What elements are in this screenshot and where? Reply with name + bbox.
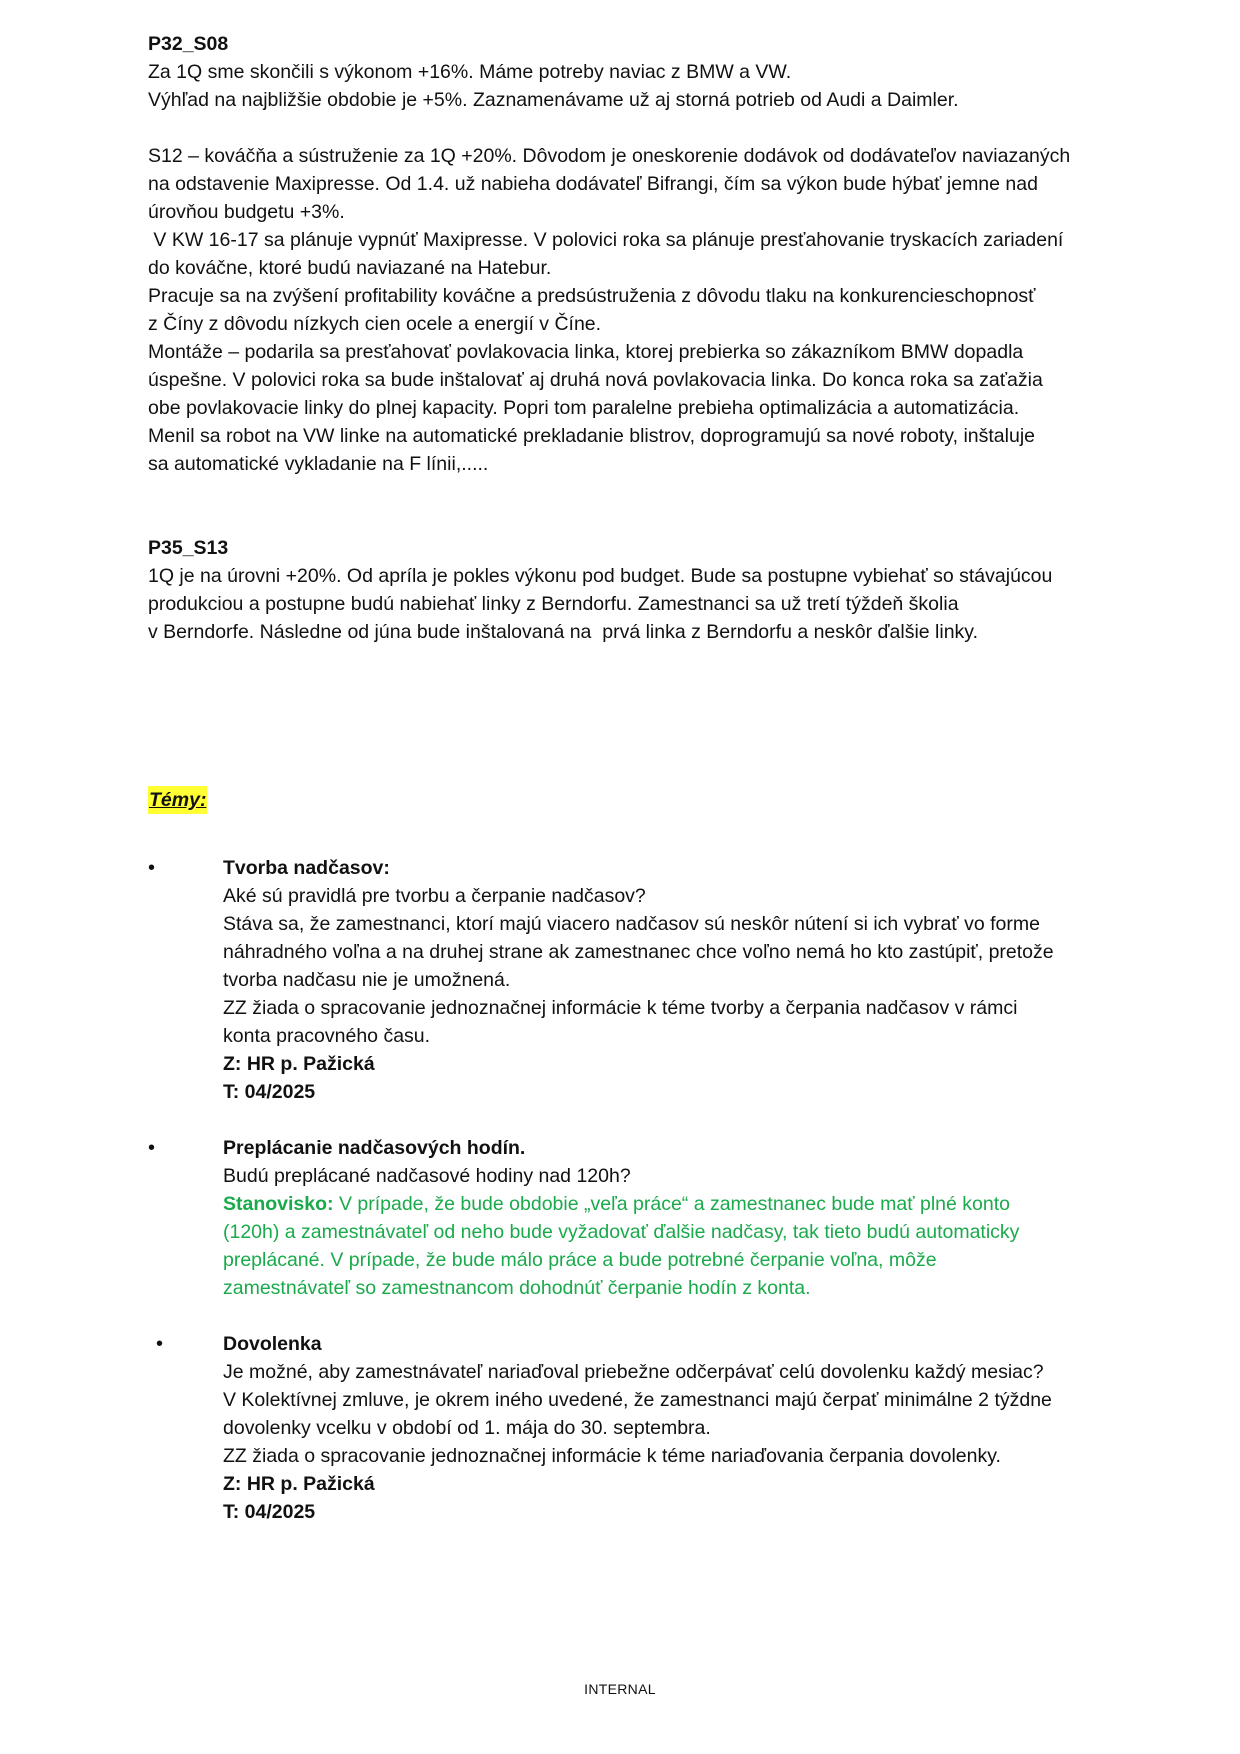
bullet-icon: • xyxy=(148,1137,156,1159)
stanovisko-label: Stanovisko: xyxy=(223,1193,334,1215)
section-heading: P35_S13 xyxy=(148,537,229,559)
section-p32-s08 xyxy=(148,30,1138,478)
text-line: Za 1Q sme skončili s výkonom +16%. Máme potreby naviac z BMW a VW. xyxy=(148,61,792,83)
responsible-person: Z: HR p. Pažická xyxy=(223,1473,375,1495)
stanovisko-text: preplácané. V prípade, že bude málo práce a bude potrebné čerpanie voľna, môže xyxy=(223,1249,937,1271)
responsible-person: Z: HR p. Pažická xyxy=(223,1053,375,1075)
text-line: Stáva sa, že zamestnanci, ktorí majú viacero nadčasov sú neskôr nútení si ich vybrať vo forme xyxy=(223,913,1040,935)
text-line: na odstavenie Maxipresse. Od 1.4. už nabieha dodávateľ Bifrangi, čím sa výkon bude hýbať jemne nad xyxy=(148,173,1038,195)
text-line: Budú preplácané nadčasové hodiny nad 120h? xyxy=(223,1165,631,1187)
bullet-icon: • xyxy=(156,1333,164,1355)
deadline: T: 04/2025 xyxy=(223,1081,316,1103)
stanovisko-text: V prípade, že bude obdobie „veľa práce“ a zamestnanec bude mať plné konto xyxy=(333,1193,1010,1215)
text-line: Aké sú pravidlá pre tvorbu a čerpanie nadčasov? xyxy=(223,885,646,907)
text-line: sa automatické vykladanie na F línii,..... xyxy=(148,453,489,475)
text-line: úrovňou budgetu +3%. xyxy=(148,201,345,223)
text-line: Pracuje sa na zvýšení profitability kováčne a predsústruženia z dôvodu tlaku na konkurencieschopnosť xyxy=(148,285,1036,307)
text-line: tvorba nadčasu nie je umožnená. xyxy=(223,969,511,991)
text-line: produkciou a postupne budú nabiehať linky z Berndorfu. Zamestnanci sa už tretí týždeň školia xyxy=(148,593,959,615)
topic-overtime-creation xyxy=(148,854,1138,1106)
text-line: náhradného voľna a na druhej strane ak zamestnanec chce voľno nemá ho kto zastúpiť, pretože xyxy=(223,941,1054,963)
text-line: Menil sa robot na VW linke na automatické prekladanie blistrov, doprogramujú sa nové roboty, inštaluje xyxy=(148,425,1035,447)
topic-overtime-payment xyxy=(148,1134,1138,1302)
text-line: úspešne. V polovici roka sa bude inštalovať aj druhá nová povlakovacia linka. Do konca roka sa zaťažia xyxy=(148,369,1043,391)
text-line: V KW 16-17 sa plánuje vypnúť Maxipresse. V polovici roka sa plánuje presťahovanie tryskacích zariadení xyxy=(148,229,1064,251)
text-line: do kováčne, ktoré budú naviazané na Hatebur. xyxy=(148,257,552,279)
stanovisko-text: zamestnávateľ so zamestnancom dohodnúť čerpanie hodín z konta. xyxy=(223,1277,811,1299)
text-line: Je možné, aby zamestnávateľ nariaďoval priebežne odčerpávať celú dovolenku každý mesiac? xyxy=(223,1361,1044,1383)
topic-title: Dovolenka xyxy=(223,1333,322,1355)
text-line: Montáže – podarila sa presťahovať povlakovacia linka, ktorej prebierka so zákazníkom BMW dopadla xyxy=(148,341,1024,363)
text-line: Výhľad na najbližšie obdobie je +5%. Zaznamenávame už aj storná potrieb od Audi a Daimler. xyxy=(148,89,959,111)
stanovisko-line xyxy=(223,1190,1138,1218)
text-line: ZZ žiada o spracovanie jednoznačnej informácie k téme tvorby a čerpania nadčasov v rámci xyxy=(223,997,1018,1019)
section-p35-s13 xyxy=(148,534,1138,646)
topics-heading: Témy: xyxy=(148,786,207,814)
topics-section xyxy=(148,786,1138,1526)
bullet-icon: • xyxy=(148,857,156,879)
text-line: ZZ žiada o spracovanie jednoznačnej informácie k téme nariaďovania čerpania dovolenky. xyxy=(223,1445,1001,1467)
text-line: 1Q je na úrovni +20%. Od apríla je pokles výkonu pod budget. Bude sa postupne vybiehať so stávajúcou xyxy=(148,565,1053,587)
text-line: konta pracovného času. xyxy=(223,1025,431,1047)
document-body xyxy=(148,30,1138,1526)
topic-title: Tvorba nadčasov: xyxy=(223,857,390,879)
text-line: S12 – kováčňa a sústruženie za 1Q +20%. Dôvodom je oneskorenie dodávok od dodávateľov naviazaných xyxy=(148,145,1071,167)
footer-classification: INTERNAL xyxy=(584,1681,656,1697)
deadline: T: 04/2025 xyxy=(223,1501,316,1523)
text-line: V Kolektívnej zmluve, je okrem iného uvedené, že zamestnanci majú čerpať minimálne 2 týždne xyxy=(223,1389,1052,1411)
text-line: v Berndorfe. Následne od júna bude inštalovaná na prvá linka z Berndorfu a neskôr ďalšie linky. xyxy=(148,621,979,643)
topic-title: Preplácanie nadčasových hodín. xyxy=(223,1137,526,1159)
text-line: obe povlakovacie linky do plnej kapacity. Popri tom paralelne prebieha optimalizácia a automatizácia. xyxy=(148,397,1020,419)
text-line: dovolenky vcelku v období od 1. mája do 30. septembra. xyxy=(223,1417,711,1439)
text-line: z Číny z dôvodu nízkych cien ocele a energií v Číne. xyxy=(148,313,602,335)
stanovisko-text: (120h) a zamestnávateľ od neho bude vyžadovať ďalšie nadčasy, tak tieto budú automaticky xyxy=(223,1221,1020,1243)
section-heading: P32_S08 xyxy=(148,33,229,55)
topic-vacation xyxy=(148,1330,1138,1526)
